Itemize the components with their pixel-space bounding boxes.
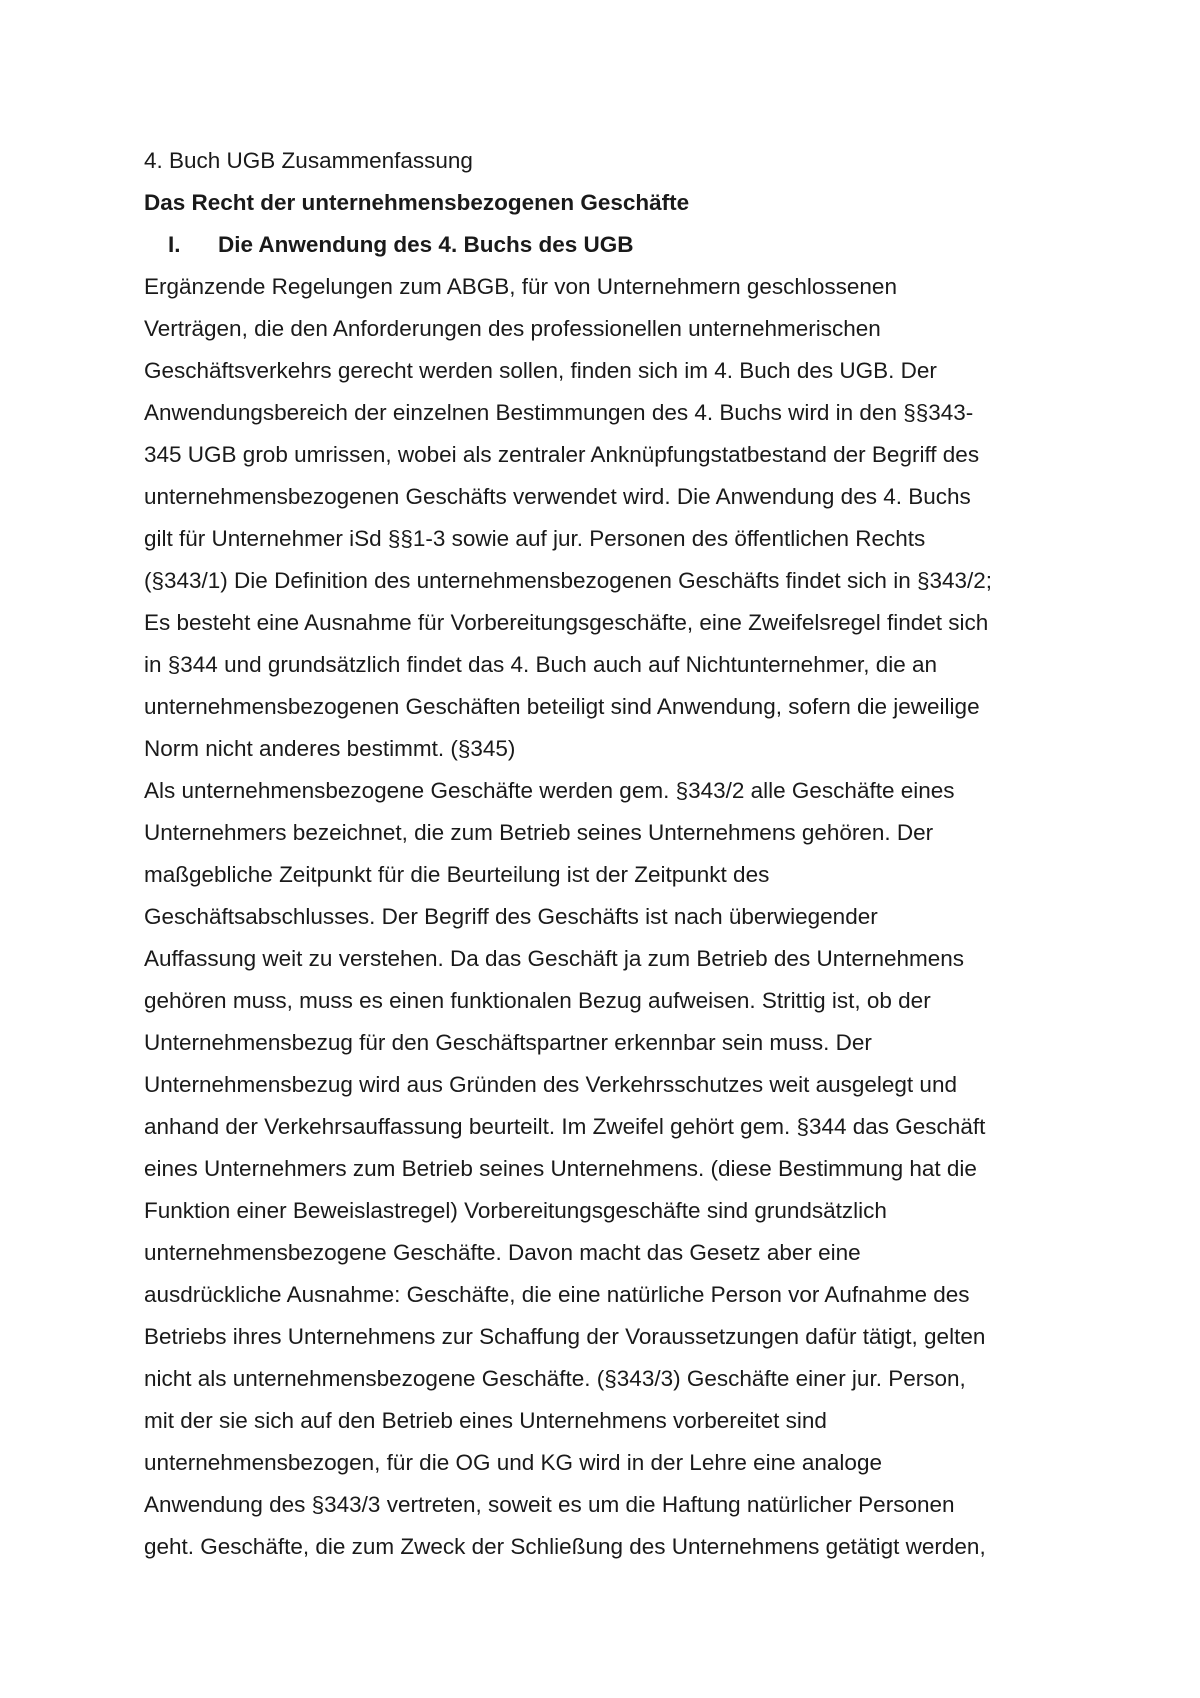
text-line: Verträgen, die den Anforderungen des professionellen unternehmerischen [144,316,881,341]
text-line: unternehmensbezogen, für die OG und KG wird in der Lehre eine analoge [144,1450,882,1475]
text-line: maßgebliche Zeitpunkt für die Beurteilung ist der Zeitpunkt des [144,862,770,887]
text-line: Anwendungsbereich der einzelnen Bestimmungen des 4. Buchs wird in den §§343- [144,400,974,425]
text-line: 345 UGB grob umrissen, wobei als zentraler Anknüpfungstatbestand der Begriff des [144,442,980,467]
text-line: Unternehmensbezug für den Geschäftspartner erkennbar sein muss. Der [144,1030,872,1055]
text-line: anhand der Verkehrsauffassung beurteilt. Im Zweifel gehört gem. §344 das Geschäft [144,1114,986,1139]
text-line: geht. Geschäfte, die zum Zweck der Schließung des Unternehmens getätigt werden, [144,1534,986,1559]
document-body [144,140,1084,1568]
document-title: 4. Buch UGB Zusammenfassung [144,148,473,173]
text-line: unternehmensbezogenen Geschäften beteiligt sind Anwendung, sofern die jeweilige [144,694,980,719]
text-line: Betriebs ihres Unternehmens zur Schaffung der Voraussetzungen dafür tätigt, gelten [144,1324,986,1349]
paragraph-1 [144,266,1084,770]
text-line: ausdrückliche Ausnahme: Geschäfte, die eine natürliche Person vor Aufnahme des [144,1282,970,1307]
text-line: Auffassung weit zu verstehen. Da das Geschäft ja zum Betrieb des Unternehmens [144,946,965,971]
text-line: Als unternehmensbezogene Geschäfte werden gem. §343/2 alle Geschäfte eines [144,778,955,803]
text-line: unternehmensbezogene Geschäfte. Davon macht das Gesetz aber eine [144,1240,861,1265]
section-heading-text: Die Anwendung des 4. Buchs des UGB [218,232,634,257]
text-line: nicht als unternehmensbezogene Geschäfte. (§343/3) Geschäfte einer jur. Person, [144,1366,966,1391]
text-line: Unternehmers bezeichnet, die zum Betrieb seines Unternehmens gehören. Der [144,820,934,845]
text-line: Unternehmensbezug wird aus Gründen des Verkehrsschutzes weit ausgelegt und [144,1072,957,1097]
text-line: Anwendung des §343/3 vertreten, soweit es um die Haftung natürlicher Personen [144,1492,955,1517]
document-subtitle: Das Recht der unternehmensbezogenen Geschäfte [144,190,690,215]
text-line: in §344 und grundsätzlich findet das 4. Buch auch auf Nichtunternehmer, die an [144,652,938,677]
text-line: (§343/1) Die Definition des unternehmensbezogenen Geschäfts findet sich in §343/2; [144,568,993,593]
text-line: Geschäftsabschlusses. Der Begriff des Geschäfts ist nach überwiegender [144,904,878,929]
text-line: gehören muss, muss es einen funktionalen Bezug aufweisen. Strittig ist, ob der [144,988,931,1013]
text-line: eines Unternehmers zum Betrieb seines Unternehmens. (diese Bestimmung hat die [144,1156,977,1181]
text-line: Geschäftsverkehrs gerecht werden sollen, finden sich im 4. Buch des UGB. Der [144,358,937,383]
paragraph-2 [144,770,1084,1568]
text-line: unternehmensbezogenen Geschäfts verwendet wird. Die Anwendung des 4. Buchs [144,484,971,509]
text-line: Norm nicht anderes bestimmt. (§345) [144,736,516,761]
section-heading [144,224,1084,266]
section-numeral: I. [168,232,181,257]
text-line: Ergänzende Regelungen zum ABGB, für von Unternehmern geschlossenen [144,274,897,299]
text-line: gilt für Unternehmer iSd §§1-3 sowie auf jur. Personen des öffentlichen Rechts [144,526,926,551]
text-line: mit der sie sich auf den Betrieb eines Unternehmens vorbereitet sind [144,1408,827,1433]
text-line: Funktion einer Beweislastregel) Vorbereitungsgeschäfte sind grundsätzlich [144,1198,887,1223]
text-line: Es besteht eine Ausnahme für Vorbereitungsgeschäfte, eine Zweifelsregel findet sich [144,610,989,635]
